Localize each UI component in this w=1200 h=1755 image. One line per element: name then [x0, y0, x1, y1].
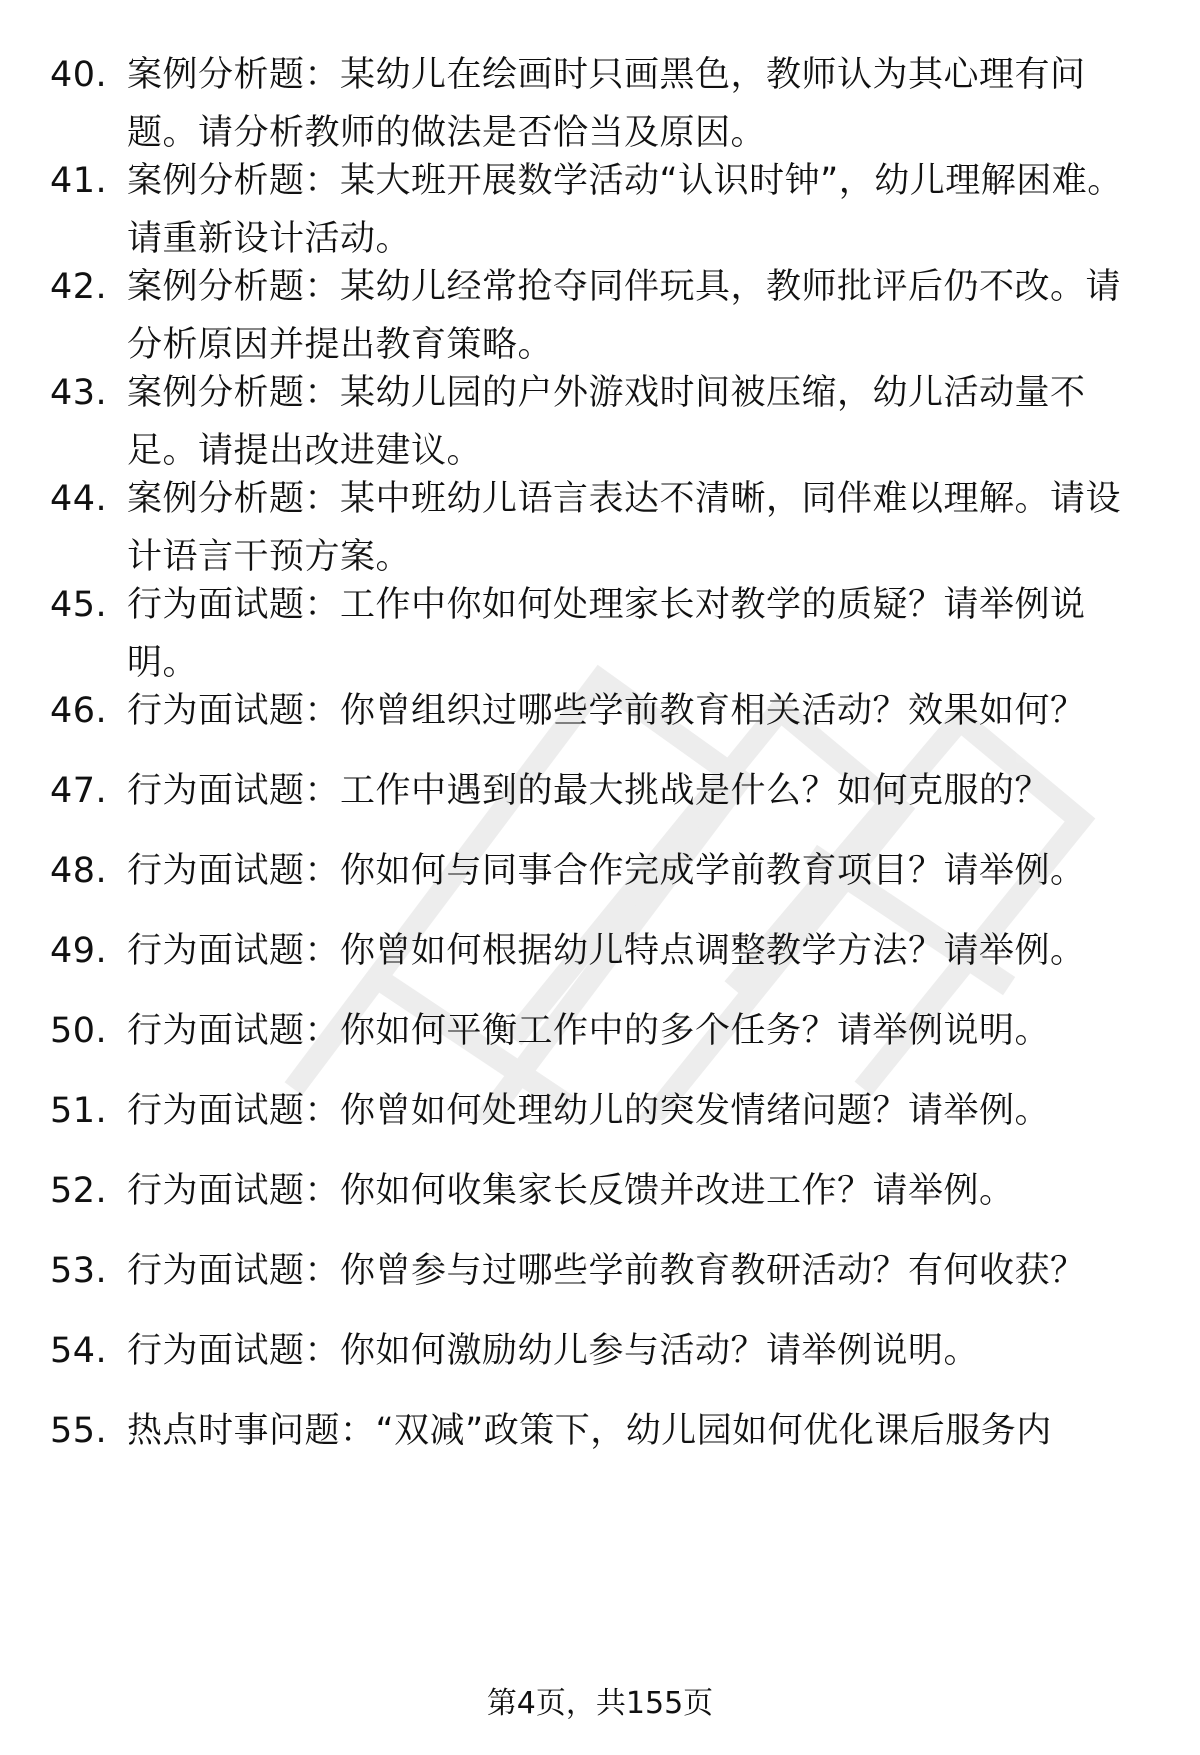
question-number: 45. [50, 585, 108, 625]
list-item [50, 258, 1140, 374]
list-item [50, 682, 1140, 740]
question-number: 54. [50, 1331, 108, 1371]
question-number: 40. [50, 55, 108, 95]
list-item [50, 1082, 1140, 1140]
question-number: 43. [50, 373, 108, 413]
question-text: 案例分析题：某大班开展数学活动“认识时钟”，幼儿理解困难。请重新设计活动。 [127, 161, 1123, 259]
list-item [50, 364, 1140, 480]
page-footer: 第4页，共155页 [486, 1686, 714, 1721]
question-text: 行为面试题：你如何与同事合作完成学前教育项目？请举例。 [127, 851, 1086, 891]
list-item [50, 46, 1140, 162]
question-number: 49. [50, 931, 108, 971]
list-item [50, 922, 1140, 980]
list-item [50, 1162, 1140, 1220]
question-text: 行为面试题：你曾参与过哪些学前教育教研活动？有何收获？ [127, 1251, 1086, 1291]
question-text: 案例分析题：某幼儿在绘画时只画黑色，教师认为其心理有问题。请分析教师的做法是否恰当及原因。 [127, 55, 1086, 153]
question-number: 51. [50, 1091, 108, 1131]
question-text: 行为面试题：你如何收集家长反馈并改进工作？请举例。 [127, 1171, 1015, 1211]
question-text: 案例分析题：某中班幼儿语言表达不清晰，同伴难以理解。请设计语言干预方案。 [127, 479, 1122, 577]
question-number: 44. [50, 479, 108, 519]
question-number: 52. [50, 1171, 108, 1211]
question-number: 42. [50, 267, 108, 307]
question-text: 行为面试题：你曾如何处理幼儿的突发情绪问题？请举例。 [127, 1091, 1051, 1131]
list-item [50, 470, 1140, 586]
question-number: 41. [50, 161, 108, 201]
question-text: 行为面试题：你曾如何根据幼儿特点调整教学方法？请举例。 [127, 931, 1086, 971]
question-number: 48. [50, 851, 108, 891]
list-item [50, 1242, 1140, 1300]
question-number: 47. [50, 771, 108, 811]
question-text: 行为面试题：你如何平衡工作中的多个任务？请举例说明。 [127, 1011, 1051, 1051]
question-text: 案例分析题：某幼儿园的户外游戏时间被压缩，幼儿活动量不足。请提出改进建议。 [127, 373, 1086, 471]
list-item [50, 152, 1140, 268]
list-item [50, 1402, 1140, 1460]
list-item [50, 762, 1140, 820]
question-text: 行为面试题：工作中你如何处理家长对教学的质疑？请举例说明。 [127, 585, 1086, 683]
list-item [50, 842, 1140, 900]
question-text: 行为面试题：你曾组织过哪些学前教育相关活动？效果如何？ [127, 691, 1086, 731]
list-item [50, 1322, 1140, 1380]
question-number: 50. [50, 1011, 108, 1051]
question-number: 46. [50, 691, 108, 731]
question-text: 行为面试题：工作中遇到的最大挑战是什么？如何克服的？ [127, 771, 1051, 811]
question-text: 行为面试题：你如何激励幼儿参与活动？请举例说明。 [127, 1331, 980, 1371]
question-text: 热点时事问题：“双减”政策下，幼儿园如何优化课后服务内 [127, 1411, 1052, 1451]
question-text: 案例分析题：某幼儿经常抢夺同伴玩具，教师批评后仍不改。请分析原因并提出教育策略。 [127, 267, 1122, 365]
question-number: 53. [50, 1251, 108, 1291]
list-item [50, 576, 1140, 692]
question-number: 55. [50, 1411, 108, 1451]
list-item [50, 1002, 1140, 1060]
